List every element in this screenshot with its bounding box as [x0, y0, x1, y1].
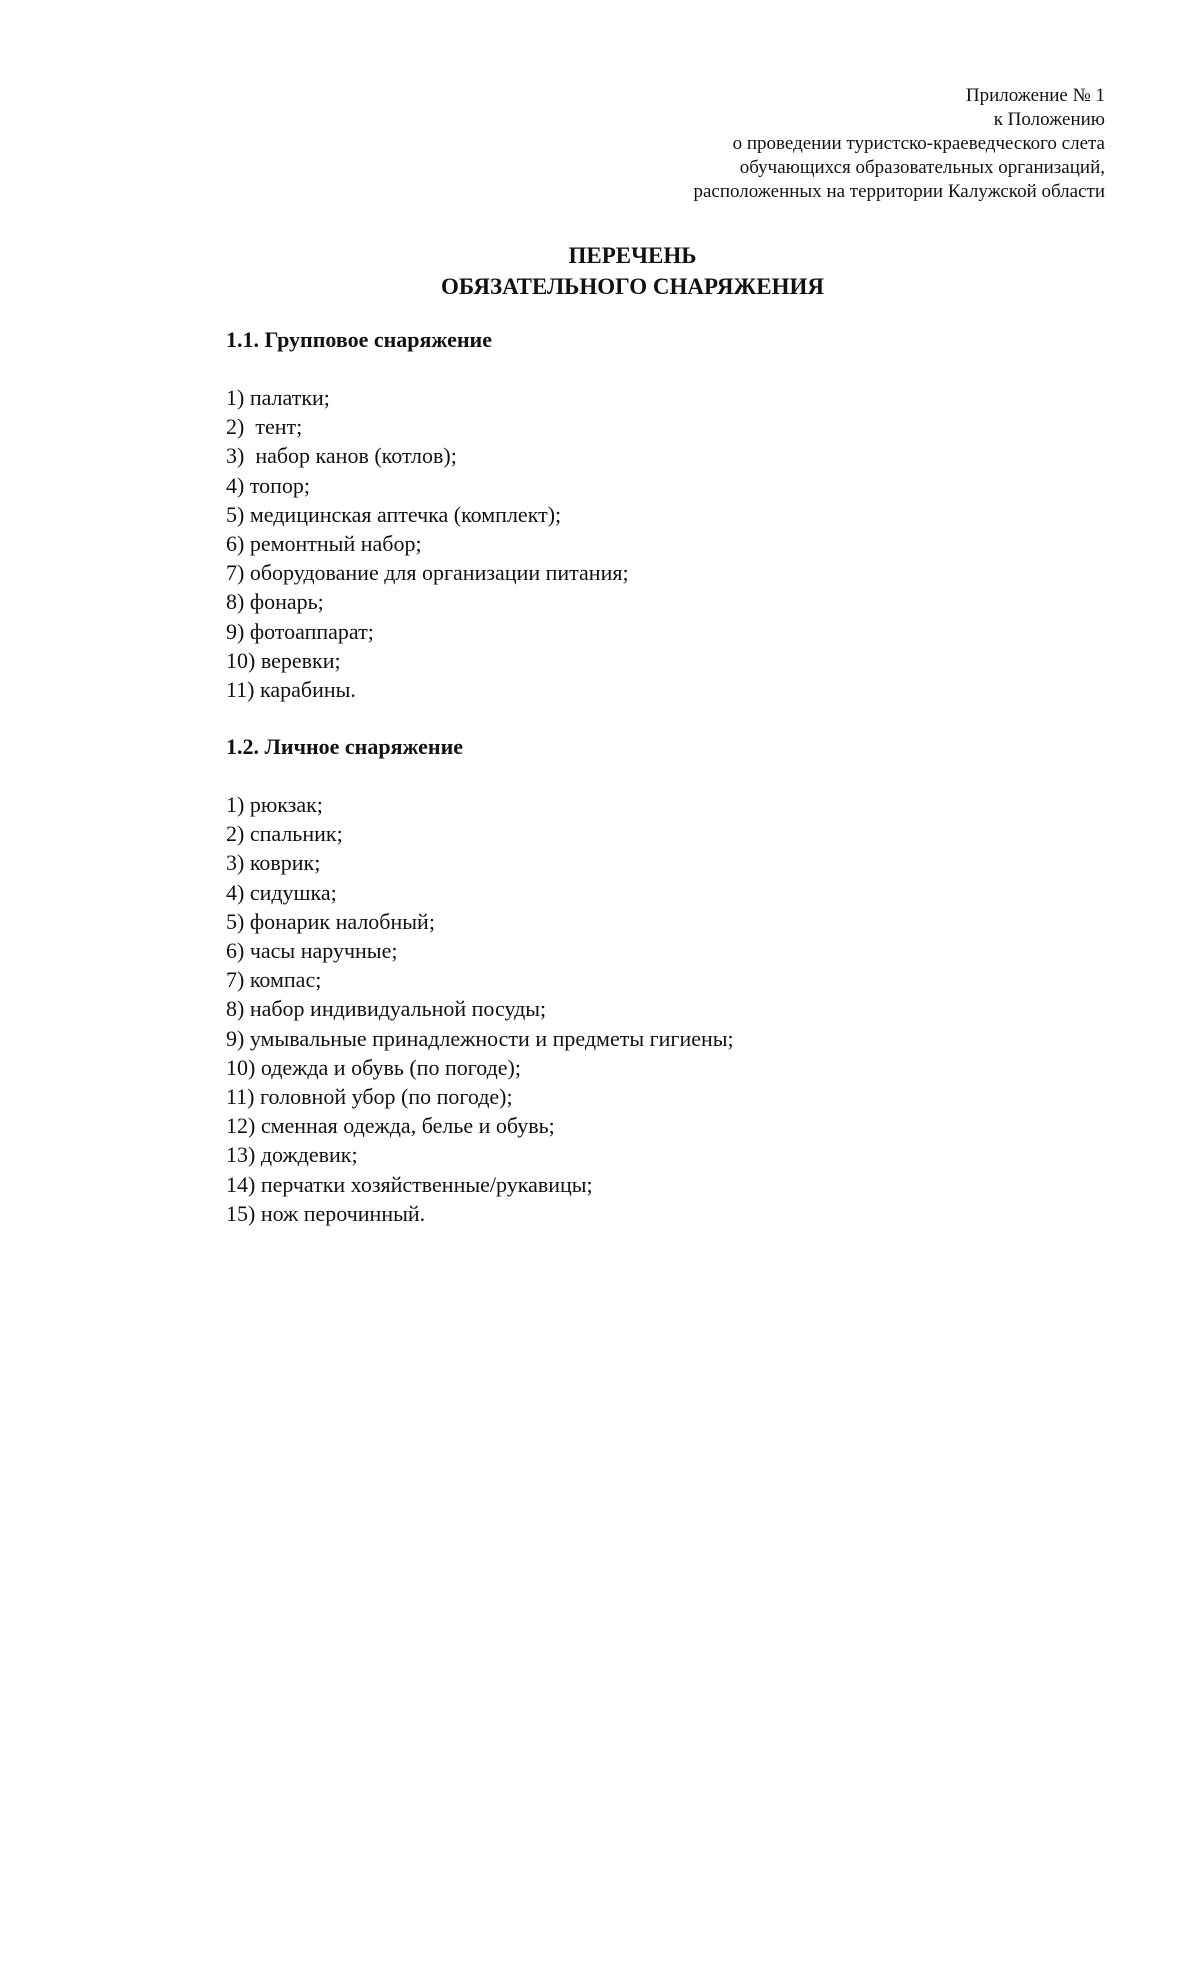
list-item: 9) умывальные принадлежности и предметы гигиены;: [226, 1025, 734, 1051]
annex-line: Приложение № 1: [965, 85, 1105, 106]
document-title: [0, 240, 1200, 302]
personal-equipment-list: [226, 790, 734, 1228]
list-item: 12) сменная одежда, белье и обувь;: [226, 1113, 555, 1139]
list-item: 9) фотоаппарат;: [226, 618, 374, 644]
list-item: 3) коврик;: [226, 850, 321, 876]
annex-line: к Положению: [993, 109, 1105, 130]
list-item: 4) топор;: [226, 472, 311, 498]
list-item: 8) фонарь;: [226, 589, 324, 615]
list-item: 1) рюкзак;: [226, 792, 323, 817]
list-item: 2) спальник;: [226, 821, 343, 847]
list-item: 2) тент;: [226, 414, 303, 440]
list-item: 1) палатки;: [226, 385, 330, 410]
annex-line: расположенных на территории Калужской области: [693, 181, 1105, 202]
list-item: 5) фонарик налобный;: [226, 908, 435, 934]
list-item: 7) оборудование для организации питания;: [226, 560, 629, 586]
list-item: 8) набор индивидуальной посуды;: [226, 996, 547, 1022]
group-equipment-list: [226, 383, 629, 704]
title-line-1: ПЕРЕЧЕНЬ: [568, 243, 697, 268]
list-item: 11) головной убор (по погоде);: [226, 1084, 513, 1110]
annex-line: о проведении туристско-краеведческого слета: [732, 133, 1105, 154]
list-item: 13) дождевик;: [226, 1142, 358, 1168]
annex-reference: [693, 84, 1105, 204]
list-item: 10) веревки;: [226, 647, 341, 673]
list-item: 6) ремонтный набор;: [226, 531, 422, 557]
list-item: 7) компас;: [226, 967, 322, 993]
list-item: 3) набор канов (котлов);: [226, 443, 457, 469]
list-item: 4) сидушка;: [226, 879, 337, 905]
title-line-2: ОБЯЗАТЕЛЬНОГО СНАРЯЖЕНИЯ: [441, 274, 824, 299]
list-item: 15) нож перочинный.: [226, 1200, 426, 1226]
list-item: 11) карабины.: [226, 677, 356, 703]
section-heading-group-equipment: 1.1. Групповое снаряжение: [226, 327, 492, 352]
list-item: 10) одежда и обувь (по погоде);: [226, 1054, 521, 1080]
list-item: 5) медицинская аптечка (комплект);: [226, 501, 562, 527]
section-heading-personal-equipment: 1.2. Личное снаряжение: [226, 734, 464, 759]
annex-line: обучающихся образовательных организаций,: [739, 157, 1105, 178]
list-item: 6) часы наручные;: [226, 938, 398, 964]
list-item: 14) перчатки хозяйственные/рукавицы;: [226, 1171, 593, 1197]
